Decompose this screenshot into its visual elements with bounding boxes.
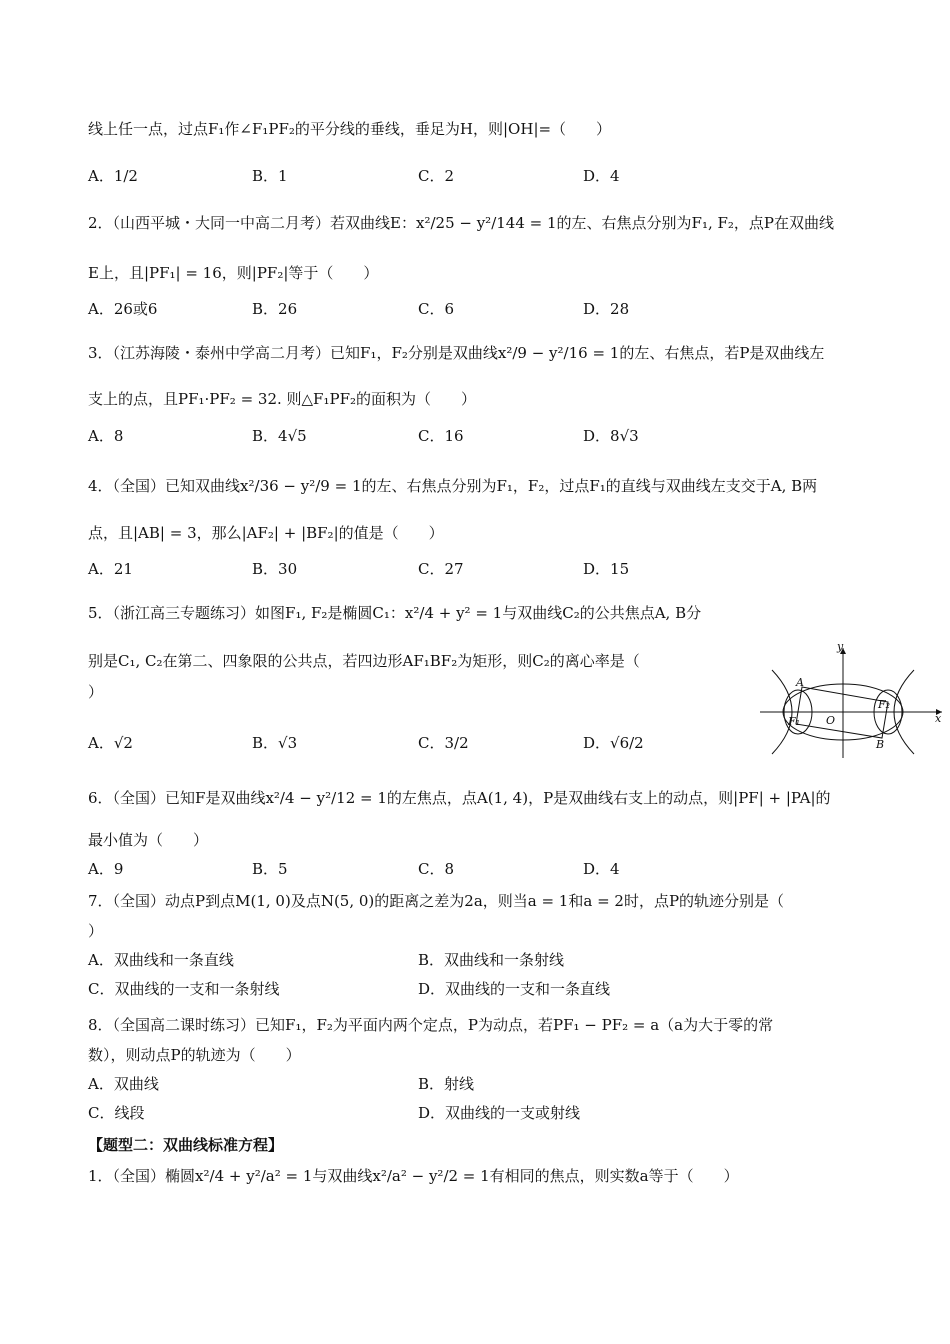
answer-option: B．射线: [418, 1075, 475, 1093]
answer-option: D．双曲线的一支和一条直线: [418, 980, 611, 998]
ellipse-hyperbola-figure: [760, 640, 950, 760]
question-line: 点，且|AB| = 3，那么|AF₂| + |BF₂|的值是（ ）: [88, 524, 444, 542]
answer-option: A．9: [88, 860, 124, 878]
question-line: ）: [88, 922, 104, 940]
figure-label-F2: F₂: [878, 698, 891, 711]
answer-option: A．21: [88, 560, 133, 578]
answer-option: C．8: [418, 860, 455, 878]
figure-label-O: O: [826, 714, 836, 727]
figure-label-F1: F₁: [788, 715, 801, 728]
answer-option: B．26: [252, 300, 298, 318]
figure-label-x: x: [935, 712, 942, 725]
question-line: 3．（江苏海陵・泰州中学高二月考）已知F₁，F₂分别是双曲线x²/9 − y²/16 = 1的左、右焦点，若P是双曲线左: [88, 344, 825, 362]
answer-option: D．8√3: [583, 427, 639, 445]
answer-option: A．√2: [88, 734, 133, 752]
answer-option: A．双曲线和一条直线: [88, 951, 234, 969]
answer-option: B．30: [252, 560, 298, 578]
answer-option: C．2: [418, 167, 455, 185]
question-line: 8．（全国高二课时练习）已知F₁，F₂为平面内两个定点，P为动点，若PF₁ − PF₂ = a（a为大于零的常: [88, 1016, 774, 1034]
question-line: 5．（浙江高三专题练习）如图F₁, F₂是椭圆C₁：x²/4 + y² = 1与双曲线C₂的公共焦点A, B分: [88, 604, 702, 622]
question-line: 线上任一点，过点F₁作∠F₁PF₂的平分线的垂线，垂足为H，则|OH|=（ ）: [88, 120, 612, 138]
question-line: 支上的点，且PF₁·PF₂ = 32. 则△F₁PF₂的面积为（ ）: [88, 390, 476, 408]
answer-option: B．1: [252, 167, 288, 185]
answer-option: D．√6/2: [583, 734, 644, 752]
question-line: 数），则动点P的轨迹为（ ）: [88, 1046, 301, 1064]
question-line: 别是C₁, C₂在第二、四象限的公共点，若四边形AF₁BF₂为矩形，则C₂的离心率是（: [88, 652, 640, 670]
section-heading: 【题型二：双曲线标准方程】: [88, 1136, 284, 1154]
answer-option: D．28: [583, 300, 630, 318]
answer-option: D．4: [583, 860, 620, 878]
question-line: 最小值为（ ）: [88, 831, 209, 849]
answer-option: A．1/2: [88, 167, 138, 185]
question-line: 2．（山西平城・大同一中高二月考）若双曲线E：x²/25 − y²/144 = 1的左、右焦点分别为F₁, F₂，点P在双曲线: [88, 214, 835, 232]
answer-option: A．双曲线: [88, 1075, 159, 1093]
answer-option: A．8: [88, 427, 124, 445]
answer-option: C．3/2: [418, 734, 469, 752]
answer-option: A．26或6: [88, 300, 158, 318]
figure-label-B: B: [876, 738, 885, 751]
answer-option: B．5: [252, 860, 288, 878]
answer-option: C．双曲线的一支和一条射线: [88, 980, 280, 998]
answer-option: D．4: [583, 167, 620, 185]
answer-option: B．√3: [252, 734, 298, 752]
answer-option: D．15: [583, 560, 630, 578]
question-line: 4．（全国）已知双曲线x²/36 − y²/9 = 1的左、右焦点分别为F₁，F₂，过点F₁的直线与双曲线左支交于A, B两: [88, 477, 818, 495]
figure-label-y: y: [837, 640, 844, 653]
figure-label-A: A: [796, 676, 804, 689]
answer-option: C．6: [418, 300, 455, 318]
answer-option: B．4√5: [252, 427, 307, 445]
answer-option: B．双曲线和一条射线: [418, 951, 565, 969]
question-line: 7．（全国）动点P到点M(1, 0)及点N(5, 0)的距离之差为2a，则当a = 1和a = 2时，点P的轨迹分别是（: [88, 892, 785, 910]
answer-option: C．线段: [88, 1104, 145, 1122]
question-line: 1．（全国）椭圆x²/4 + y²/a² = 1与双曲线x²/a² − y²/2 = 1有相同的焦点，则实数a等于（ ）: [88, 1167, 739, 1185]
answer-option: D．双曲线的一支或射线: [418, 1104, 581, 1122]
answer-option: C．27: [418, 560, 464, 578]
question-line: ）: [88, 683, 104, 701]
question-line: E上，且|PF₁| = 16，则|PF₂|等于（ ）: [88, 264, 379, 282]
question-line: 6．（全国）已知F是双曲线x²/4 − y²/12 = 1的左焦点，点A(1, 4)，P是双曲线右支上的动点，则|PF| + |PA|的: [88, 789, 831, 807]
answer-option: C．16: [418, 427, 464, 445]
